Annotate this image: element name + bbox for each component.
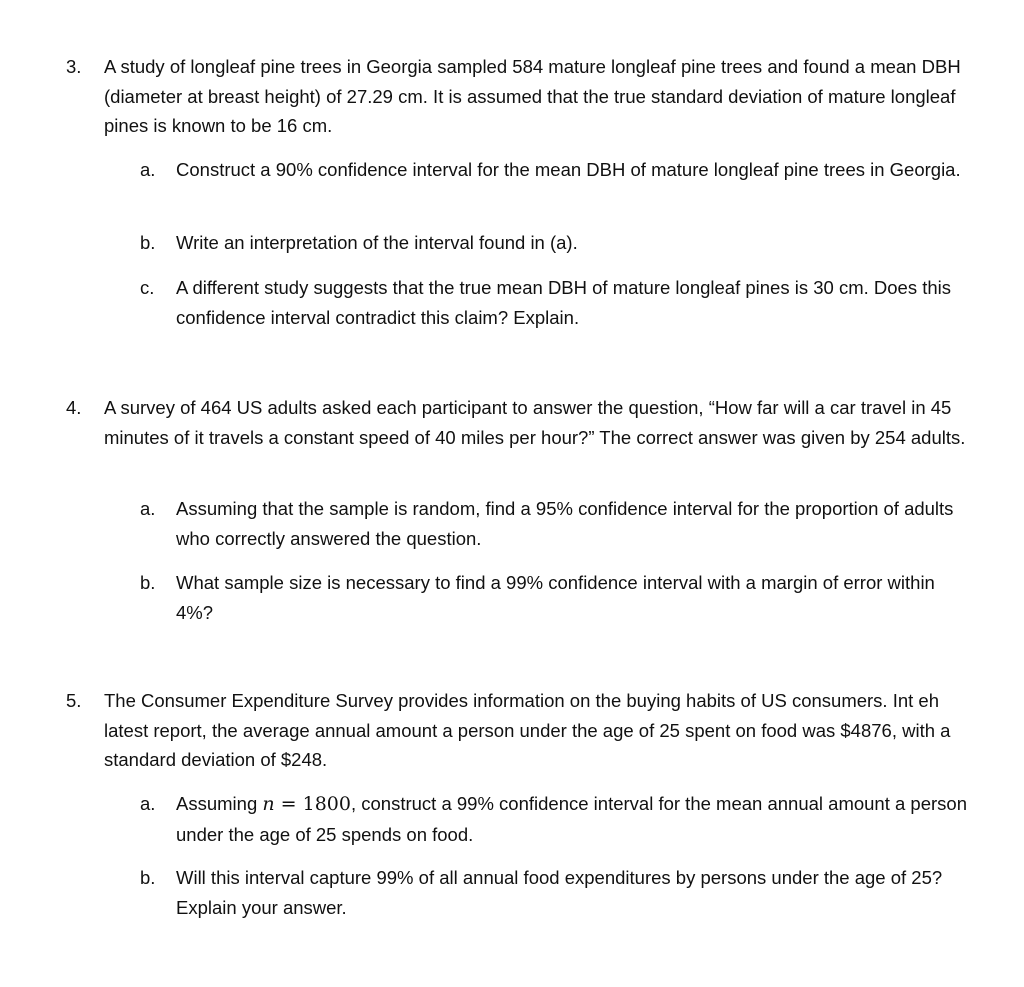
part-text-after: , construct a 99% confidence interval for the mean annual amount a person under the age of 25 spends on food. xyxy=(176,793,967,845)
question-number: 3. xyxy=(66,56,82,77)
part-text xyxy=(176,789,976,849)
part-label: a. xyxy=(140,159,156,180)
part-text: Construct a 90% confidence interval for the mean DBH of mature longleaf pine trees in Georgia. xyxy=(176,159,961,180)
question-text: A study of longleaf pine trees in Georgia sampled 584 mature longleaf pine trees and found a mean DBH (diameter at breast height) of 27.29 cm. It is assumed that the true standard deviation of mature longleaf pines is known to be 16 cm. xyxy=(104,56,961,136)
part-text: What sample size is necessary to find a 99% confidence interval with a margin of error within 4%? xyxy=(176,572,935,623)
part-label: b. xyxy=(140,572,156,593)
part-label: b. xyxy=(140,232,156,253)
part-label: a. xyxy=(140,793,156,814)
math-expression xyxy=(262,793,351,815)
part-text: Write an interpretation of the interval found in (a). xyxy=(176,232,578,253)
math-value: = 1800 xyxy=(274,793,351,815)
part-text: A different study suggests that the true mean DBH of mature longleaf pines is 30 cm. Does this confidence interval contradict this claim? Explain. xyxy=(176,277,952,328)
part-label: c. xyxy=(140,277,155,298)
part-label: b. xyxy=(140,867,156,888)
question-text: A survey of 464 US adults asked each participant to answer the question, “How far will a car travel in 45 minutes of it travels a constant speed of 40 miles per hour?” The correct answer was given by 254 adults. xyxy=(104,397,966,448)
part-text: Assuming that the sample is random, find a 95% confidence interval for the proportion of adults who correctly answered the question. xyxy=(176,498,954,549)
question-number: 4. xyxy=(66,397,82,418)
part-text-before: Assuming xyxy=(176,793,263,814)
part-text: Will this interval capture 99% of all annual food expenditures by persons under the age of 25? Explain your answer. xyxy=(176,867,943,918)
math-variable: n xyxy=(262,793,275,815)
question-number: 5. xyxy=(66,690,82,711)
part-label: a. xyxy=(140,498,156,519)
question-text: The Consumer Expenditure Survey provides information on the buying habits of US consumers. Int eh latest report, the average annual amount a person under the age of 25 spent on food was $4876, with a standard deviation of $248. xyxy=(104,690,951,770)
